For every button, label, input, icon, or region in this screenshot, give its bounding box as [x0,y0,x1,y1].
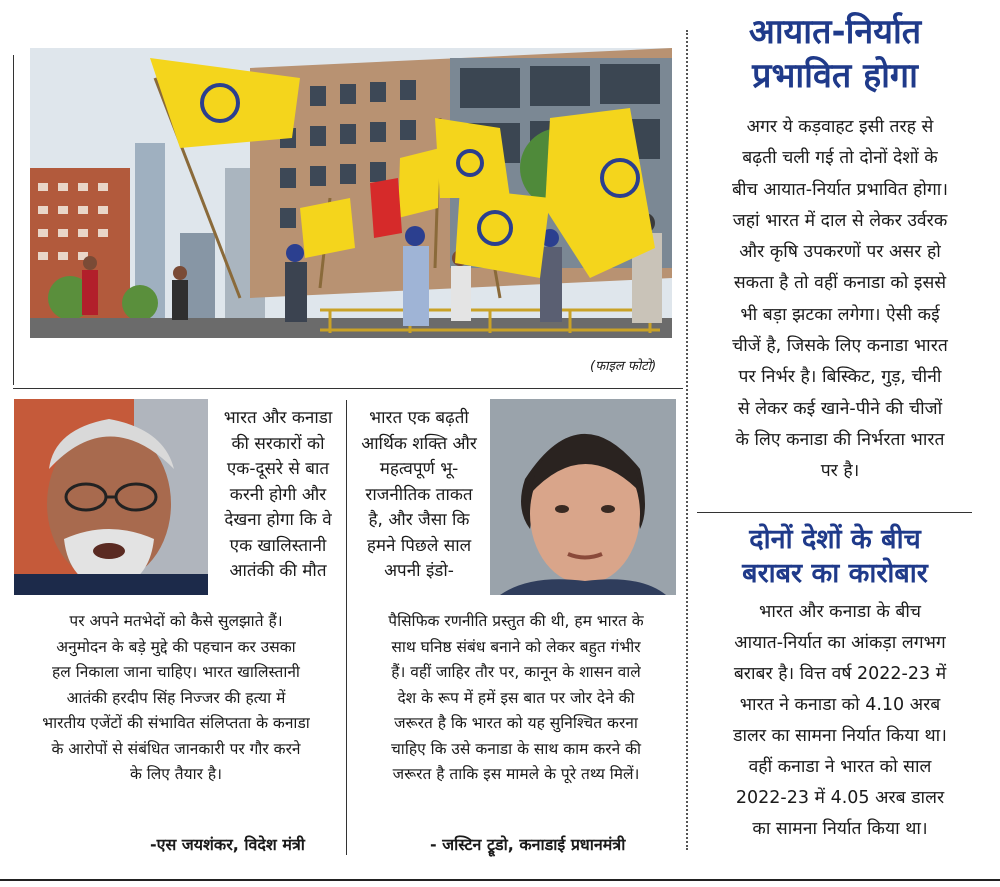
sidebar-divider [686,30,688,850]
quote-line: आर्थिक शक्ति और [361,433,477,454]
quote-line: के लिए तैयार है। [129,765,223,783]
body-line: पर निर्भर है। बिस्किट, गुड़, चीनी [738,367,942,388]
heading-line: प्रभावित होगा [752,56,918,96]
quote-line: महत्वपूर्ण भू- [379,459,459,479]
quote-line: एक-दूसरे से बात [226,459,330,479]
trudeau-portrait [490,399,676,595]
protest-photo [30,48,672,338]
jaishankar-quote-bottom [8,609,344,788]
heading-line: आयात-निर्यात [748,12,922,52]
quote-line: आतंकी हरदीप सिंह निज्जर की हत्या में [66,688,286,707]
quote-line: भारत और कनाडा [223,408,333,428]
body-line: और कृषि उपकरणों पर असर हो [739,242,941,263]
photo-bottom-rule [13,388,683,389]
body-line: वहीं कनाडा ने भारत को साल [748,757,932,777]
body-line: के लिए कनाडा की निर्भरता भारत [735,429,945,450]
jaishankar-photo [14,399,208,595]
body-line: बीच आयात-निर्यात प्रभावित होगा। [732,179,948,200]
quote-line: राजनीतिक ताकत [365,484,473,505]
body-line: बढ़ती चली गई तो दोनों देशों के [742,148,938,169]
sidebar2-body [697,597,983,845]
quote-line: एक खालिस्तानी [229,535,327,556]
trudeau-quote-top [350,406,488,585]
quote-line: अपनी इंडो- [384,561,454,581]
body-line: पर है। [820,461,860,482]
body-line: का सामना निर्यात किया था। [752,819,928,839]
quote-line: भारतीय एजेंटों की संभावित संलिप्तता के कनाडा [42,714,310,732]
quote-line: हैं। वहीं जाहिर तौर पर, कानून के शासन वाले [391,663,641,681]
trudeau-quote-bottom [352,609,680,788]
quote-line: अनुमोदन के बड़े मुद्दे की पहचान कर उसका [56,637,296,656]
sidebar-section-rule [697,512,972,513]
left-column-rule [13,55,14,385]
body-line: भारत और कनाडा के बीच [759,602,921,622]
quote-line: हल निकाला जाना चाहिए। भारत खालिस्तानी [52,663,300,681]
protest-photo-illustration [30,48,672,338]
body-line: चीजें है, जिसके लिए कनाडा भारत [732,336,948,357]
quote-line: चाहिए कि उसे कनाडा के साथ काम करने की [390,739,642,758]
quote-line: भारत एक बढ़ती [369,408,469,428]
trudeau-photo [490,399,676,595]
sidebar2-heading [697,523,973,591]
body-line: भारत ने कनाडा को 4.10 अरब [739,695,941,715]
quote-line: साथ घनिष्ठ संबंध बनाने को लेकर बहुत गंभीर [391,637,641,656]
body-line: से लेकर कई खाने-पीने की चीजों [737,398,943,419]
quote-line: करनी होगी और [229,484,327,505]
sidebar1-body [697,112,983,488]
body-line: आयात-निर्यात का आंकड़ा लगभग [734,633,946,653]
heading-line: दोनों देशों के बीच [749,524,921,555]
body-line: सकता है तो वहीं कनाडा को इससे [733,273,947,294]
body-line: डालर का सामना निर्यात किया था। [733,726,947,746]
jaishankar-portrait [14,399,208,595]
body-line: जहां भारत में दाल से लेकर उर्वरक [732,210,948,231]
body-line: भी बड़ा झटका लगेगा। ऐसी कई [740,304,940,325]
quote-line: देश के रूप में हमें इस बात पर जोर देने की [397,688,635,707]
body-line: बराबर है। वित्त वर्ष 2022-23 में [733,664,947,684]
trudeau-signature: - जस्टिन ट्रूडो, कनाडाई प्रधानमंत्री [430,835,626,854]
quote-line: आतंकी की मौत [229,561,327,581]
quote-line: हमने पिछले साल [366,535,472,556]
quote-line: जरूरत है ताकि इस मामले के पूरे तथ्य मिलें। [392,765,640,783]
jaishankar-signature: -एस जयशंकर, विदेश मंत्री [150,835,305,854]
page-bottom-rule [0,879,1000,881]
quote-line: जरूरत है कि भारत को यह सुनिश्चित करना [394,714,638,732]
quote-line: के आरोपों से संबंधित जानकारी पर गौर करने [51,739,301,758]
heading-line: बराबर का कारोबार [742,558,928,589]
quote-line: पर अपने मतभेदों को कैसे सुलझाते हैं। [69,612,283,630]
quote-line: पैसिफिक रणनीति प्रस्तुत की थी, हम भारत के [388,612,644,630]
quote-line: देखना होगा कि वे [224,510,332,530]
quote-line: की सरकारों को [231,433,325,454]
sidebar1-heading [700,10,970,98]
photo-caption: (फाइल फोटो) [590,359,657,374]
body-line: 2022-23 में 4.05 अरब डालर [735,788,945,808]
body-line: अगर ये कड़वाहट इसी तरह से [746,117,934,137]
quote-line: है, और जैसा कि [368,510,470,530]
jaishankar-quote-top [208,406,348,585]
